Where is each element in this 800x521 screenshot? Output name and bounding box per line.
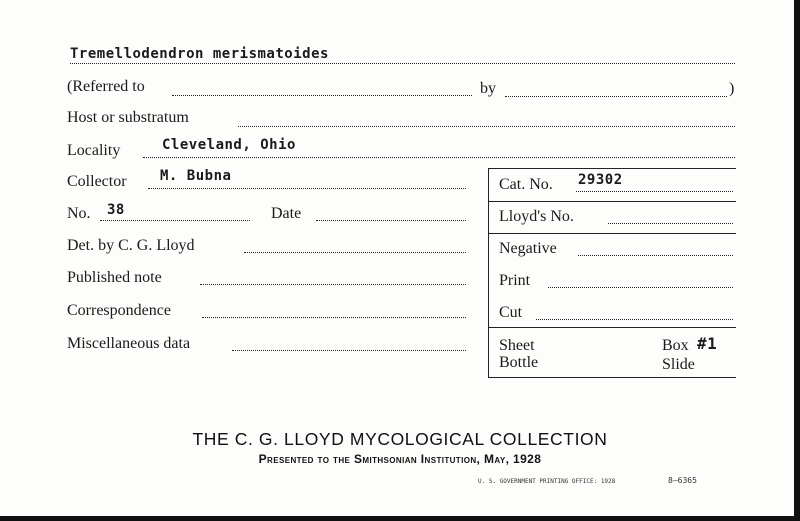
referred-line xyxy=(172,95,472,96)
det-line xyxy=(244,252,466,253)
locality-value: Cleveland, Ohio xyxy=(162,137,296,153)
locality-line xyxy=(143,157,735,158)
cat-value: 29302 xyxy=(578,172,623,188)
no-value: 38 xyxy=(107,202,125,218)
close-paren: ) xyxy=(729,80,735,97)
box-top-rule xyxy=(488,168,736,169)
host-label: Host or substratum xyxy=(67,109,189,126)
correspondence-label: Correspondence xyxy=(67,302,171,319)
lloyds-line xyxy=(608,223,733,224)
collector-label: Collector xyxy=(67,173,127,190)
correspondence-line xyxy=(202,317,466,318)
species-name: Tremellodendron merismatoides xyxy=(70,46,329,62)
cat-label: Cat. No. xyxy=(499,176,553,193)
card-edge-bottom xyxy=(0,516,800,521)
print-label: Print xyxy=(499,272,531,289)
negative-line xyxy=(578,255,733,256)
slide-label: Slide xyxy=(662,356,695,373)
by-line xyxy=(505,96,727,97)
locality-label: Locality xyxy=(67,142,121,159)
misc-label: Miscellaneous data xyxy=(67,335,191,352)
published-line xyxy=(200,284,466,285)
box-value: #1 xyxy=(697,334,718,353)
form-number: 8—6365 xyxy=(668,476,697,485)
referred-label: (Referred to xyxy=(67,78,145,95)
box-label: Box xyxy=(662,337,689,354)
date-label: Date xyxy=(271,205,302,222)
box-left-rule xyxy=(488,168,489,378)
collection-subtitle: Presented to the Smithsonian Institution, May, 1928 xyxy=(258,452,542,466)
print-line xyxy=(548,287,733,288)
cut-line xyxy=(536,319,733,320)
cat-line xyxy=(576,191,733,192)
no-line xyxy=(100,220,250,221)
negative-label: Negative xyxy=(499,240,557,257)
published-label: Published note xyxy=(67,269,162,286)
host-line xyxy=(238,126,735,127)
species-line xyxy=(70,63,735,64)
collection-title: THE C. G. LLOYD MYCOLOGICAL COLLECTION xyxy=(192,429,608,449)
det-label: Det. by C. G. Lloyd xyxy=(67,237,195,254)
no-label: No. xyxy=(67,205,91,222)
box-rule-2 xyxy=(488,233,736,234)
bottle-label: Bottle xyxy=(499,354,539,371)
cut-label: Cut xyxy=(499,304,523,321)
collector-line xyxy=(148,188,466,189)
box-bottom-rule xyxy=(488,377,736,378)
sheet-label: Sheet xyxy=(499,337,535,354)
lloyds-label: Lloyd's No. xyxy=(499,208,574,225)
date-line xyxy=(316,220,466,221)
box-rule-1 xyxy=(488,201,736,202)
box-rule-3 xyxy=(488,327,736,328)
printing-office-text: U. S. GOVERNMENT PRINTING OFFICE: 1928 xyxy=(478,478,616,485)
misc-line xyxy=(232,350,466,351)
by-label: by xyxy=(480,80,496,97)
collector-value: M. Bubna xyxy=(160,168,232,184)
